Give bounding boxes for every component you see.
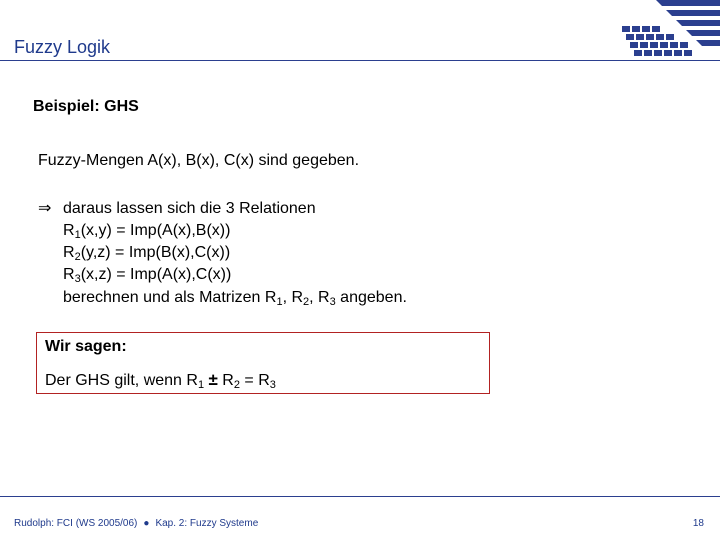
page-number: 18: [692, 518, 704, 529]
intro-text: Fuzzy-Mengen A(x), B(x), C(x) sind gegeben.: [38, 152, 360, 169]
definition-box: [36, 332, 490, 394]
header-divider: [0, 60, 720, 61]
relation-r3: $R_3(x,z) = Imp(A(x),C(x))$: [63, 266, 232, 285]
relation-r2: $R_2(y,z) = Imp(B(x),C(x))$: [63, 244, 231, 263]
implies-icon: ⇒: [38, 200, 52, 217]
footer-course: Rudolph: FCI (WS 2005/06): [14, 518, 138, 529]
footer-info: [14, 518, 258, 529]
ghs-condition: Der GHS gilt, wenn $R_1 \pm R_2 = R_3$: [45, 370, 276, 391]
section-heading: Beispiel: GHS: [33, 98, 139, 115]
page-title: Fuzzy Logik: [14, 37, 111, 57]
footer-separator: ●: [143, 518, 150, 529]
footer-chapter: Kap. 2: Fuzzy Systeme: [155, 518, 259, 529]
box-heading: Wir sagen:: [45, 338, 127, 355]
footer-divider: [0, 496, 720, 497]
university-logo-icon: [618, 0, 720, 66]
composition-operator: ±: [208, 370, 218, 389]
relation-r1: $R_1(x,y) = Imp(A(x),B(x))$: [63, 222, 231, 241]
closing-text: berechnen und als Matrizen $R_1$, $R_2$, $R_3$ angeben.: [63, 289, 407, 308]
relations-intro: daraus lassen sich die 3 Relationen: [63, 200, 316, 217]
